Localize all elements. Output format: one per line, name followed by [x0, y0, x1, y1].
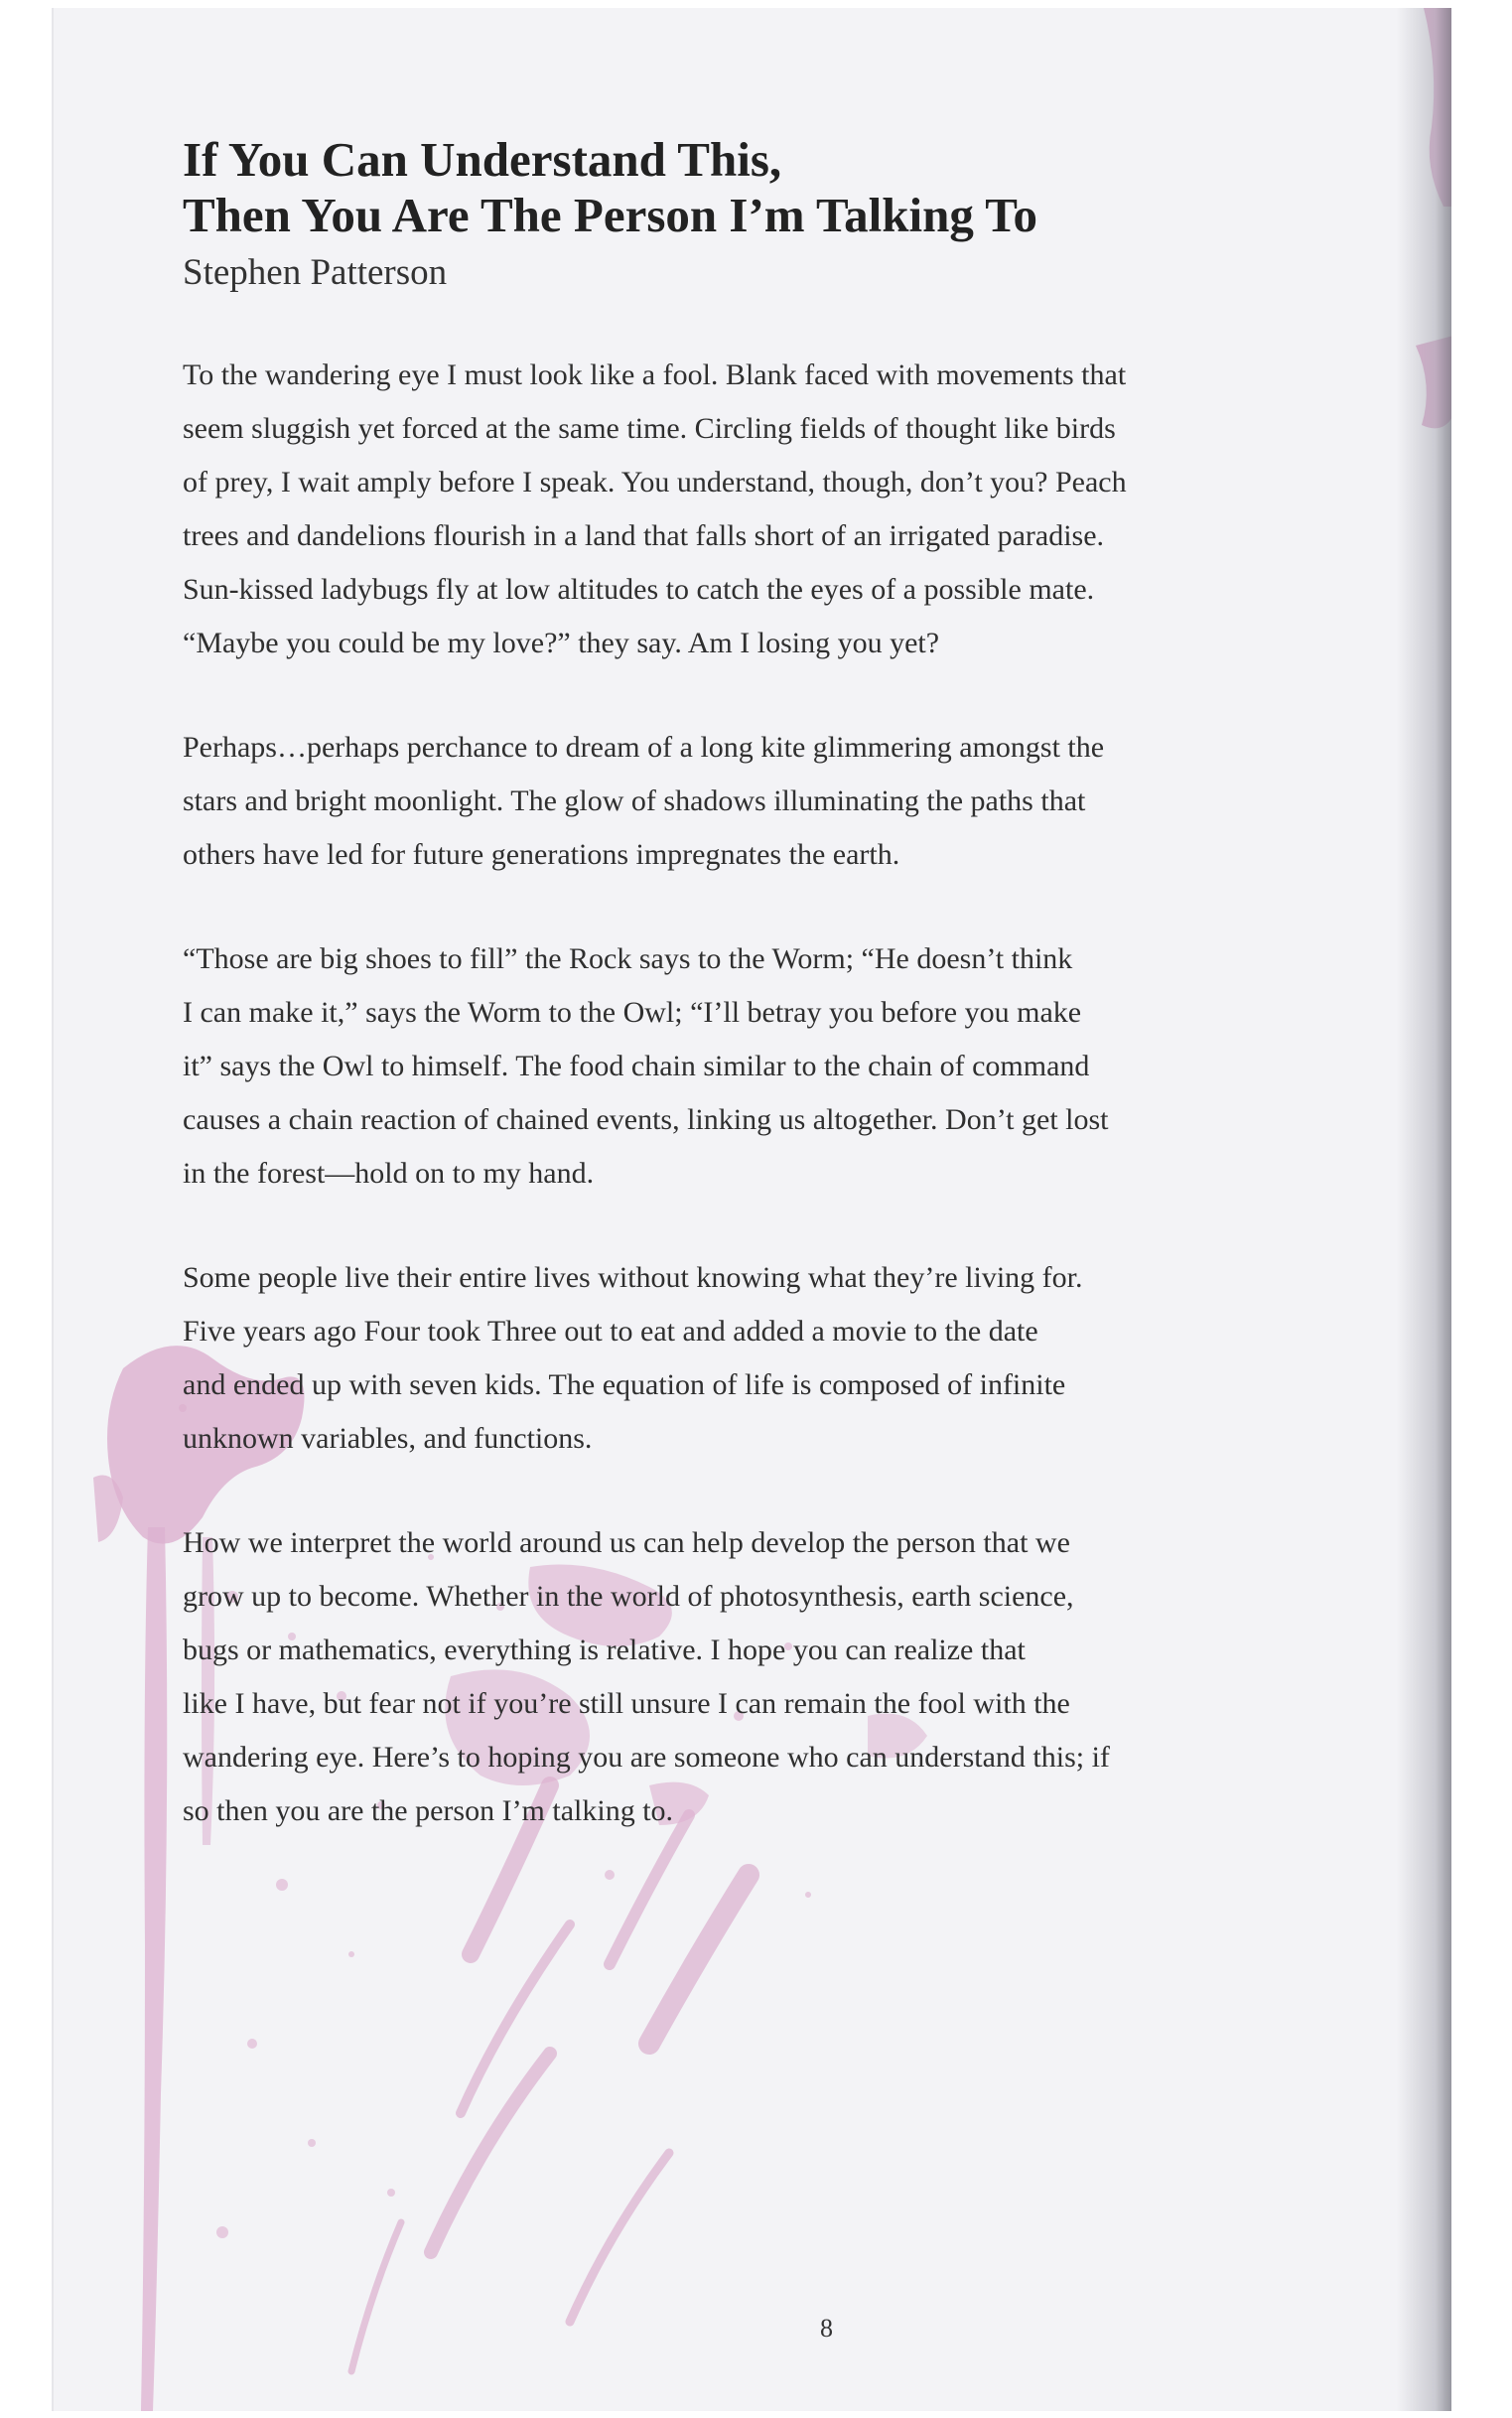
- text-line: trees and dandelions flourish in a land that falls short of an irrigated paradise.: [183, 519, 1105, 552]
- author-name: Stephen Patterson: [183, 252, 448, 293]
- article: [183, 132, 1443, 1889]
- title-line: If You Can Understand This,: [183, 132, 782, 187]
- text-line: Some people live their entire lives without knowing what they’re living for.: [183, 1261, 1083, 1294]
- text-line: bugs or mathematics, everything is relative. I hope you can realize that: [183, 1634, 1026, 1666]
- text-line: Sun-kissed ladybugs fly at low altitudes to catch the eyes of a possible mate.: [183, 573, 1095, 606]
- text-line: “Maybe you could be my love?” they say. Am I losing you yet?: [183, 627, 940, 659]
- text-line: and ended up with seven kids. The equation of life is composed of infinite: [183, 1368, 1066, 1401]
- text-line: “Those are big shoes to fill” the Rock says to the Worm; “He doesn’t think: [183, 942, 1073, 975]
- paragraph: [183, 932, 1443, 1201]
- article-title: [183, 132, 1443, 243]
- text-line: How we interpret the world around us can help develop the person that we: [183, 1526, 1070, 1559]
- paragraph: [183, 1516, 1443, 1838]
- text-line: like I have, but fear not if you’re still unsure I can remain the fool with the: [183, 1687, 1070, 1720]
- text-line: Five years ago Four took Three out to eat and added a movie to the date: [183, 1315, 1038, 1348]
- text-line: stars and bright moonlight. The glow of shadows illuminating the paths that: [183, 784, 1086, 817]
- text-line: others have led for future generations impregnates the earth.: [183, 838, 900, 871]
- text-line: of prey, I wait amply before I speak. You understand, though, don’t you? Peach: [183, 466, 1127, 498]
- page-number: 8: [820, 2314, 833, 2343]
- text-line: grow up to become. Whether in the world of photosynthesis, earth science,: [183, 1580, 1074, 1613]
- text-line: To the wandering eye I must look like a fool. Blank faced with movements that: [183, 358, 1127, 391]
- text-line: unknown variables, and functions.: [183, 1422, 593, 1455]
- text-line: Perhaps…perhaps perchance to dream of a long kite glimmering amongst the: [183, 731, 1105, 764]
- paragraph: [183, 1251, 1443, 1466]
- text-line: so then you are the person I’m talking to.: [183, 1794, 674, 1827]
- text-line: causes a chain reaction of chained events, linking us altogether. Don’t get lost: [183, 1103, 1109, 1136]
- paragraph: [183, 721, 1443, 882]
- title-line: Then You Are The Person I’m Talking To: [183, 188, 1037, 242]
- article-body: [183, 349, 1443, 1838]
- text-line: wandering eye. Here’s to hoping you are someone who can understand this; if: [183, 1741, 1110, 1774]
- book-page: [52, 8, 1451, 2411]
- text-line: seem sluggish yet forced at the same time. Circling fields of thought like birds: [183, 412, 1116, 445]
- paragraph: [183, 349, 1443, 670]
- text-line: I can make it,” says the Worm to the Owl; “I’ll betray you before you make: [183, 996, 1082, 1029]
- text-line: it” says the Owl to himself. The food chain similar to the chain of command: [183, 1050, 1090, 1082]
- text-line: in the forest—hold on to my hand.: [183, 1157, 595, 1190]
